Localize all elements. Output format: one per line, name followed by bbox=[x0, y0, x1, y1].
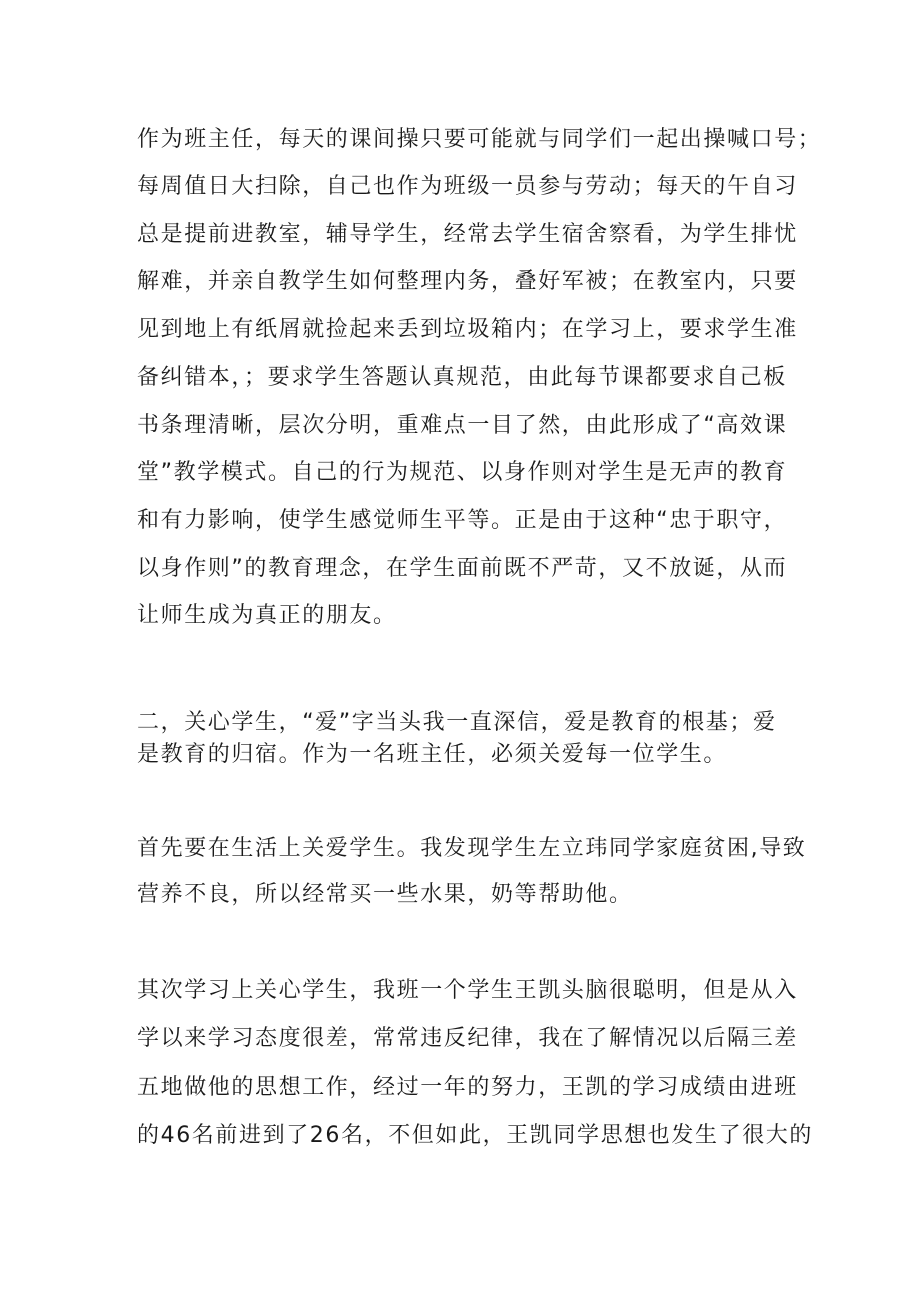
text-line: 是教育的归宿。作为一名班主任，必须关爱每一位学生。 bbox=[137, 742, 728, 767]
text-line: 营养不良，所以经常买一些水果，奶等帮助他。 bbox=[137, 882, 633, 907]
text-line: 作为班主任，每天的课间操只要可能就与同学们一起出操喊口号； bbox=[137, 127, 822, 152]
text-line: 总是提前进教室，辅导学生，经常去学生宿舍察看，为学生排忧 bbox=[137, 222, 798, 247]
text-line: 其次学习上关心学生，我班一个学生王凯头脑很聪明，但是从入 bbox=[137, 978, 798, 1003]
text-line: 以身作则”的教育理念，在学生面前既不严苛，又不放诞，从而 bbox=[137, 556, 788, 581]
text-line: 学以来学习态度很差，常常违反纪律，我在了解情况以后隔三差 bbox=[137, 1026, 798, 1051]
text-line: 的46名前进到了26名，不但如此，王凯同学思想也发生了很大的 bbox=[137, 1123, 813, 1148]
text-line: 让师生成为真正的朋友。 bbox=[137, 603, 397, 628]
text-line: 解难，并亲自教学生如何整理内务，叠好军被；在教室内，只要 bbox=[137, 269, 798, 294]
text-line: 书条理清晰，层次分明，重难点一目了然，由此形成了“高效课 bbox=[137, 413, 788, 438]
text-line: 备纠错本，；要求学生答题认真规范，由此每节课都要求自己板 bbox=[137, 365, 787, 390]
text-line: 二，关心学生，“爱”字当头我一直深信，爱是教育的根基；爱 bbox=[137, 710, 777, 735]
text-line: 堂”教学模式。自己的行为规范、以身作则对学生是无声的教育 bbox=[137, 460, 788, 485]
text-line: 每周值日大扫除，自己也作为班级一员参与劳动；每天的午自习 bbox=[137, 174, 798, 199]
text-line: 五地做他的思想工作，经过一年的努力，王凯的学习成绩由进班 bbox=[137, 1075, 798, 1100]
text-line: 和有力影响，使学生感觉师生平等。正是由于这种“忠于职守， bbox=[137, 508, 788, 533]
text-line: 首先要在生活上关爱学生。我发现学生左立玮同学家庭贫困,导致 bbox=[137, 836, 807, 861]
text-line: 见到地上有纸屑就捡起来丢到垃圾箱内；在学习上，要求学生准 bbox=[137, 317, 798, 342]
